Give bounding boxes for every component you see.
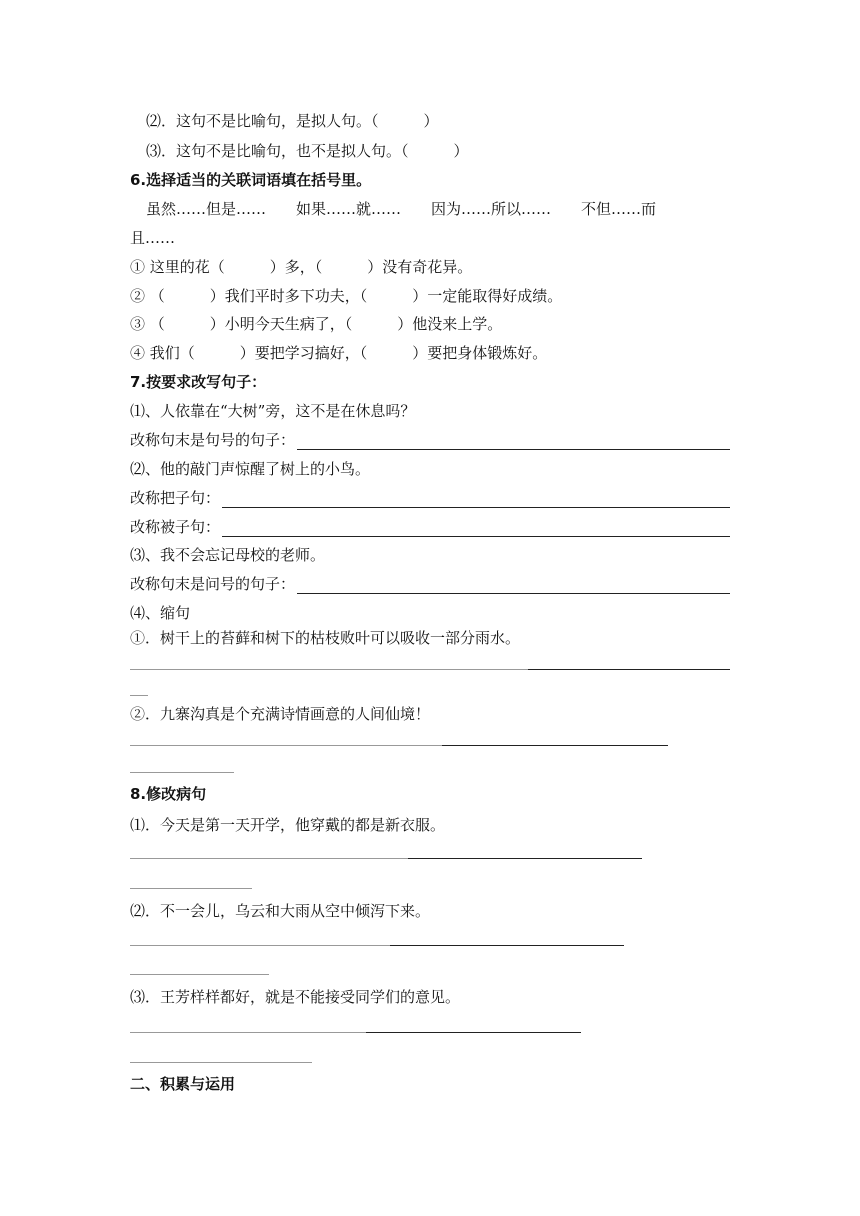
answer-line[interactable] (130, 695, 148, 696)
q6-item-1: ① 这里的花（ ）多，（ ）没有奇花异。 (130, 258, 473, 276)
answer-line[interactable] (130, 888, 252, 889)
q7-sentence-1: ⑴、人依靠在“大树”旁，这不是在休息吗？ (130, 402, 416, 420)
answer-line[interactable] (297, 433, 730, 450)
q7-task-3: 改称句末是问号的句子： (130, 575, 296, 593)
q8-title: 8.修改病句 (130, 785, 207, 803)
q8-sentence-1: ⑴．今天是第一天开学，他穿戴的都是新衣服。 (130, 816, 446, 834)
q7-task-1: 改称句末是句号的句子： (130, 431, 296, 449)
q7-sentence-2: ⑵、他的敲门声惊醒了树上的小鸟。 (130, 460, 371, 478)
q6-item-4: ④ 我们（ ）要把学习搞好，（ ）要把身体锻炼好。 (130, 344, 548, 362)
answer-line[interactable] (442, 745, 668, 746)
q6-item-2: ② （ ）我们平时多下功夫，（ ）一定能取得好成绩。 (130, 287, 563, 305)
answer-line[interactable] (130, 745, 442, 746)
answer-line[interactable] (130, 772, 234, 773)
section-2-title: 二、积累与运用 (130, 1075, 236, 1093)
answer-line[interactable] (297, 577, 730, 594)
answer-line[interactable] (130, 974, 269, 975)
answer-line[interactable] (528, 669, 730, 670)
q6-title: 6.选择适当的关联词语填在括号里。 (130, 171, 372, 189)
q7-task-2b: 改称被子句： (130, 518, 221, 536)
q7-title: 7.按要求改写句子： (130, 373, 267, 391)
q8-sentence-2: ⑵．不一会儿，乌云和大雨从空中倾泻下来。 (130, 902, 431, 920)
q8-sentence-3: ⑶．王芳样样都好，就是不能接受同学们的意见。 (130, 988, 461, 1006)
q7-task-2a: 改称把子句： (130, 489, 221, 507)
answer-line[interactable] (408, 858, 642, 859)
q7-answer-row-1 (130, 430, 730, 450)
answer-line[interactable] (366, 1032, 581, 1033)
q7-shrink-a: ①．树干上的苔藓和树下的枯枝败叶可以吸收一部分雨水。 (130, 629, 521, 647)
q7-answer-row-3 (130, 574, 730, 594)
answer-line[interactable] (222, 491, 730, 508)
q7-sentence-3: ⑶、我不会忘记母校的老师。 (130, 546, 326, 564)
answer-line[interactable] (390, 945, 624, 946)
q7-answer-row-2a (130, 488, 730, 508)
answer-line[interactable] (130, 945, 390, 946)
q6-item-3: ③ （ ）小明今天生病了，（ ）他没来上学。 (130, 315, 503, 333)
q5-option-3: ⑶．这句不是比喻句，也不是拟人句。（ ） (146, 142, 469, 160)
answer-line[interactable] (130, 1062, 312, 1063)
answer-line[interactable] (130, 669, 528, 670)
q6-word-options: 虽然……但是…… 如果……就…… 因为……所以…… 不但……而 (146, 200, 657, 218)
q6-word-options-cont: 且…… (130, 229, 176, 247)
answer-line[interactable] (222, 520, 730, 537)
q7-sentence-4: ⑷、缩句 (130, 604, 191, 622)
q7-shrink-b: ②．九寨沟真是个充满诗情画意的人间仙境！ (130, 705, 431, 723)
answer-line[interactable] (130, 858, 408, 859)
q5-option-2: ⑵．这句不是比喻句，是拟人句。（ ） (146, 112, 439, 130)
q7-answer-row-2b (130, 517, 730, 537)
answer-line[interactable] (130, 1032, 366, 1033)
